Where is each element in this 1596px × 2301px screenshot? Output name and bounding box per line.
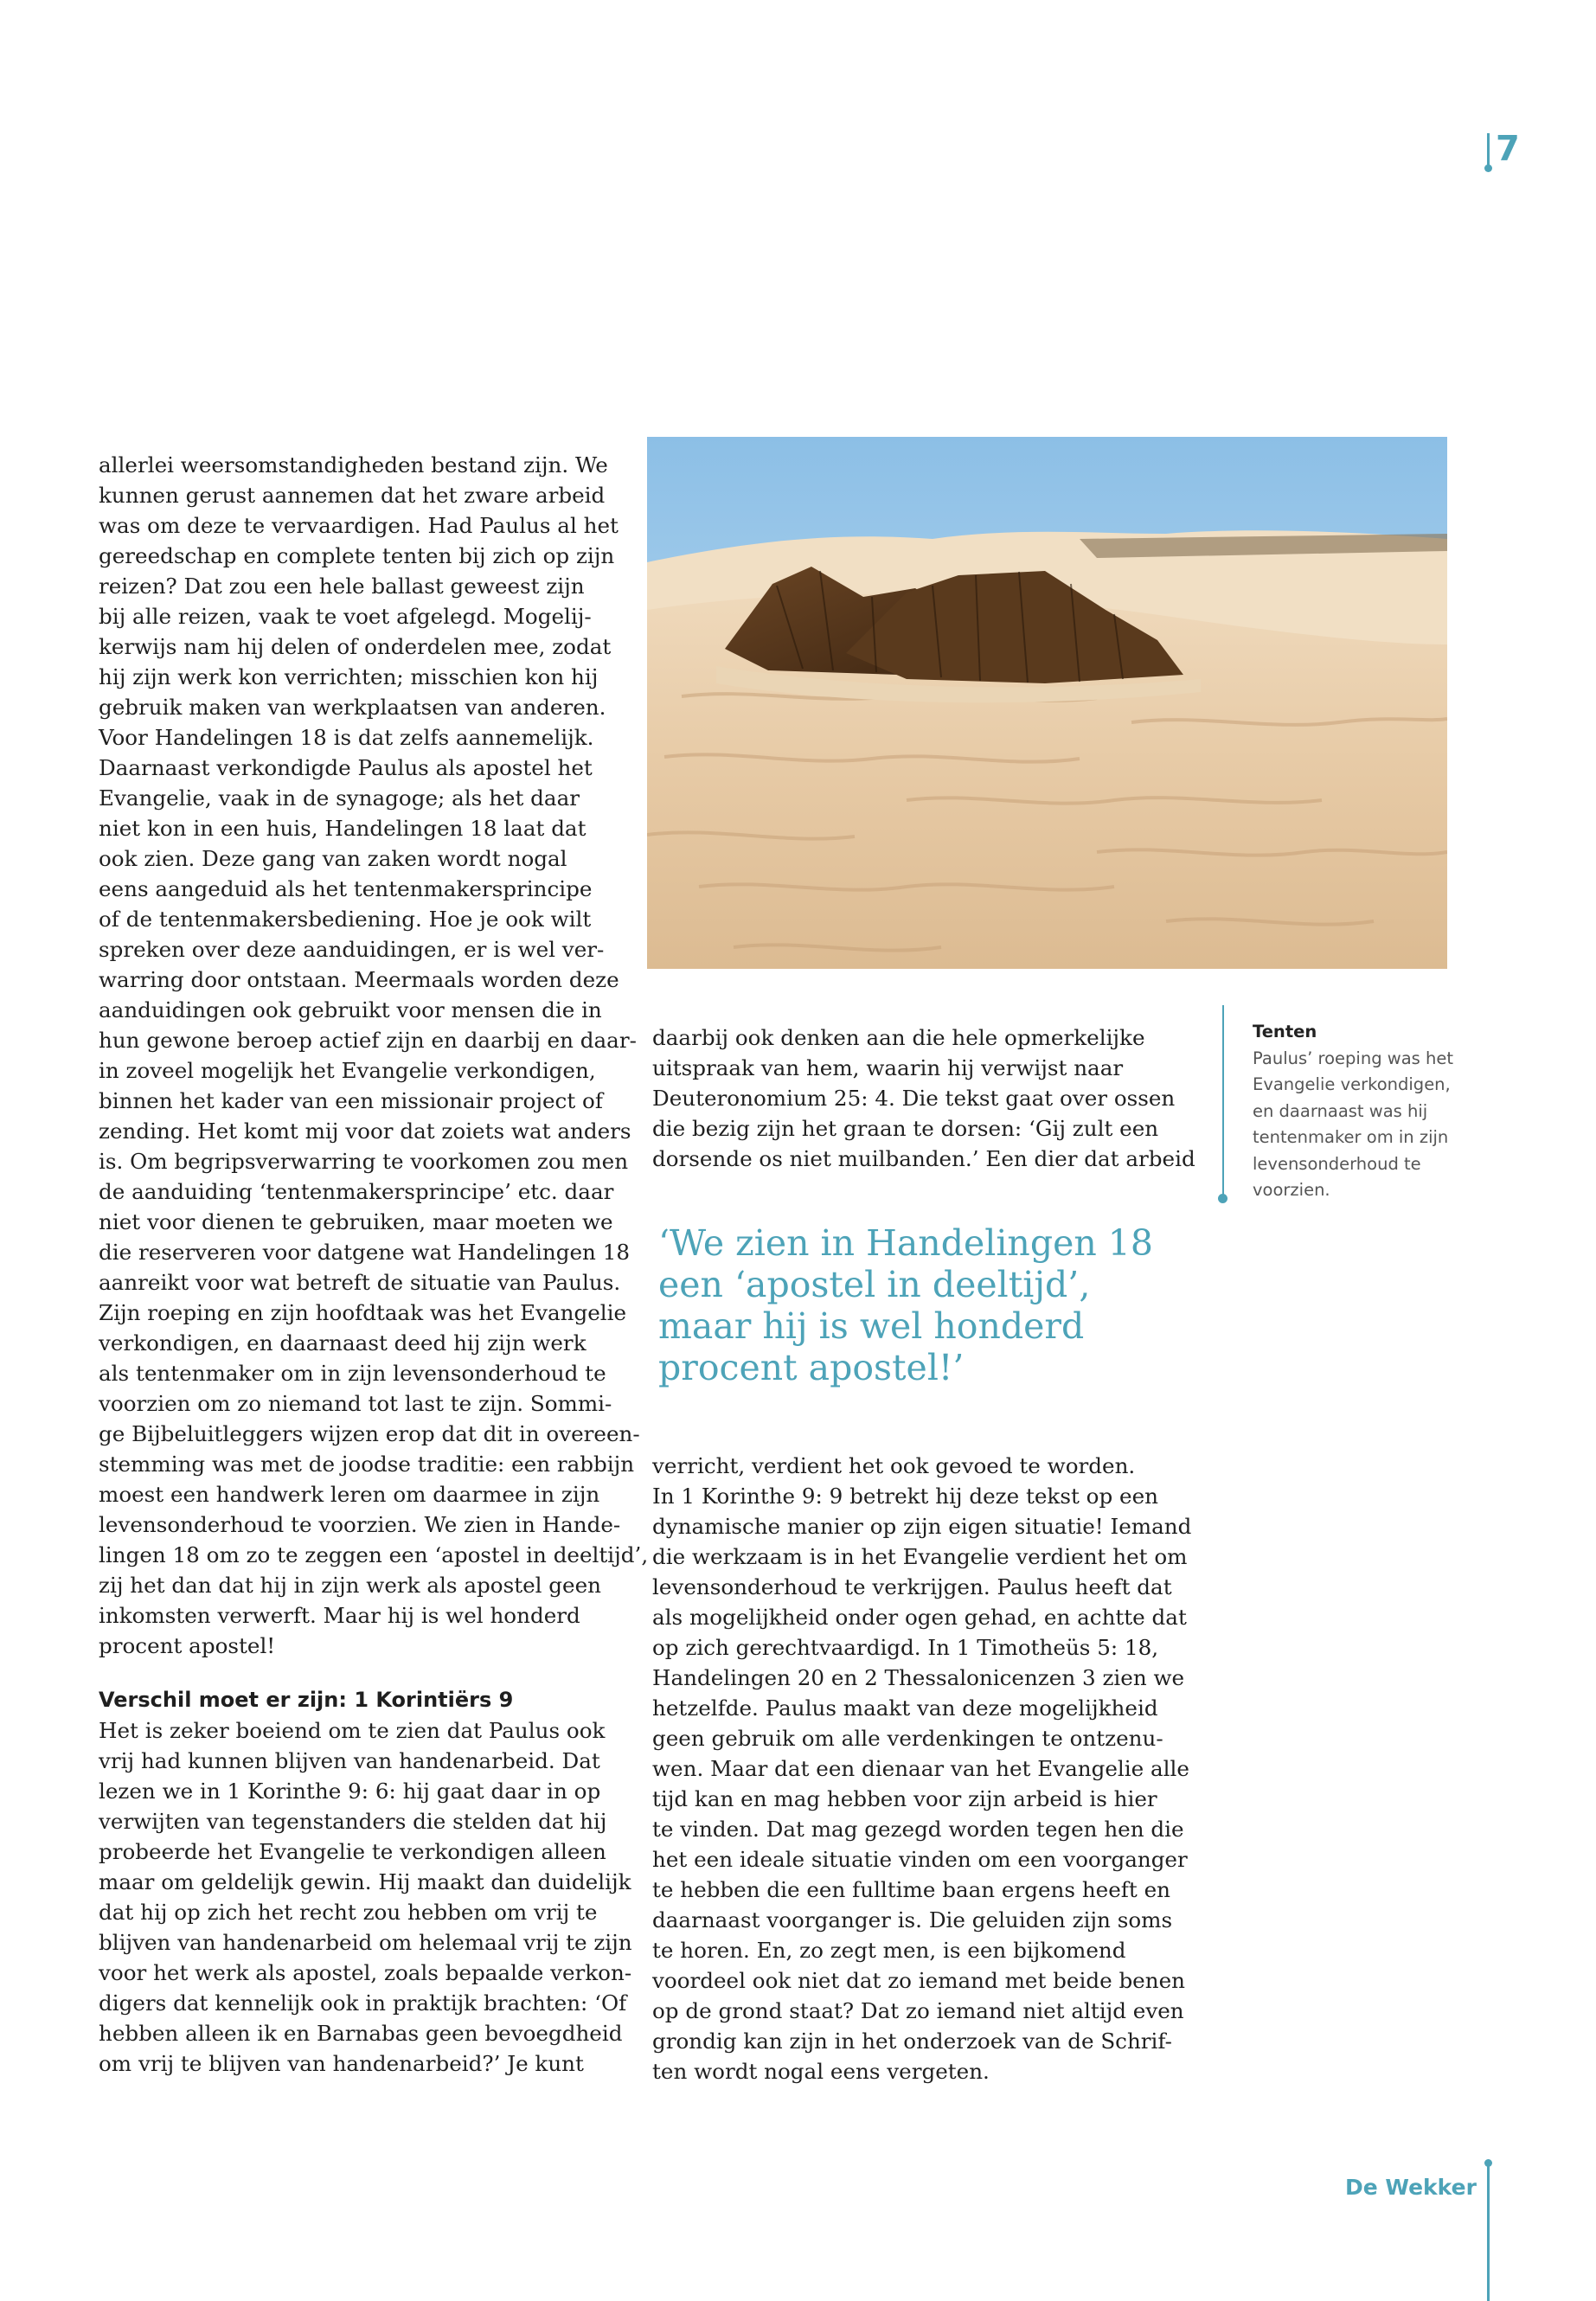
text-line: levensonderhoud te voorzien. We zien in Hande- xyxy=(99,1512,621,1537)
text-line: op zich gerechtvaardigd. In 1 Timotheüs 5: 18, xyxy=(652,1635,1159,1660)
page-number-rule xyxy=(1487,133,1490,168)
text-line: gereedschap en complete tenten bij zich op zijn xyxy=(99,543,615,568)
caption-line: en daarnaast was hij xyxy=(1253,1100,1428,1121)
text-line: reizen? Dat zou een hele ballast geweest zijn xyxy=(99,574,585,599)
text-line: moest een handwerk leren om daarmee in zijn xyxy=(99,1482,600,1507)
text-line: dat hij op zich het recht zou hebben om vrij te xyxy=(99,1900,598,1925)
text-line: dynamische manier op zijn eigen situatie! Iemand xyxy=(652,1514,1192,1539)
text-line: Daarnaast verkondigde Paulus als apostel het xyxy=(99,755,593,780)
text-line: die werkzaam is in het Evangelie verdient het om xyxy=(652,1544,1188,1569)
text-line: voorzien om zo niemand tot last te zijn. Sommi- xyxy=(99,1391,612,1416)
text-line: die bezig zijn het graan te dorsen: ‘Gij zult een xyxy=(652,1116,1159,1141)
text-line: allerlei weersomstandigheden bestand zijn. We xyxy=(99,452,608,478)
text-line: Handelingen 20 en 2 Thessalonicenzen 3 zien we xyxy=(652,1665,1185,1690)
quote-line: maar hij is wel honderd xyxy=(658,1305,1085,1347)
text-line: te vinden. Dat mag gezegd worden tegen hen die xyxy=(652,1817,1184,1842)
text-line: vrij had kunnen blijven van handenarbeid. Dat xyxy=(99,1748,600,1773)
caption-line: voorzien. xyxy=(1253,1180,1330,1200)
text-line: om vrij te blijven van handenarbeid?’ Je kunt xyxy=(99,2051,584,2076)
caption-title: Tenten xyxy=(1253,1022,1317,1042)
text-line: verkondigen, en daarnaast deed hij zijn werk xyxy=(99,1330,586,1356)
brand-rule xyxy=(1487,2163,1490,2301)
text-line: die reserveren voor datgene wat Handelingen 18 xyxy=(99,1240,631,1265)
text-line: digers dat kennelijk ook in praktijk brachten: ‘Of xyxy=(99,1990,627,2016)
left-column xyxy=(99,450,649,2079)
text-line: warring door ontstaan. Meermaals worden deze xyxy=(99,967,619,992)
text-line: voordeel ook niet dat zo iemand met beide benen xyxy=(652,1968,1185,1993)
text-line: daarnaast voorganger is. Die geluiden zijn soms xyxy=(652,1907,1173,1932)
desert-tents-photo xyxy=(647,437,1447,969)
text-line: is. Om begripsverwarring te voorkomen zou men xyxy=(99,1149,629,1174)
caption-line: Paulus’ roeping was het xyxy=(1253,1048,1454,1068)
photo-caption xyxy=(1253,1019,1503,1204)
quote-line: procent apostel!’ xyxy=(658,1347,965,1388)
text-line: uitspraak van hem, waarin hij verwijst naar xyxy=(652,1055,1124,1080)
text-line: Voor Handelingen 18 is dat zelfs aannemelijk. xyxy=(99,725,594,750)
text-line: inkomsten verwerft. Maar hij is wel honderd xyxy=(99,1603,580,1628)
text-line: hebben alleen ik en Barnabas geen bevoegdheid xyxy=(99,2021,623,2046)
middle-column-bottom xyxy=(652,1451,1192,2086)
middle-column-top xyxy=(652,1022,1195,1174)
text-line: op de grond staat? Dat zo iemand niet altijd even xyxy=(652,1998,1184,2023)
text-line: Het is zeker boeiend om te zien dat Paulus ook xyxy=(99,1718,606,1743)
text-line: levensonderhoud te verkrijgen. Paulus heeft dat xyxy=(652,1574,1172,1599)
text-line: lingen 18 om zo te zeggen een ‘apostel in deeltijd’, xyxy=(99,1542,649,1567)
quote-line: ‘We zien in Handelingen 18 xyxy=(658,1222,1153,1264)
text-line: hetzelfde. Paulus maakt van deze mogelijkheid xyxy=(652,1695,1158,1721)
text-line: Deuteronomium 25: 4. Die tekst gaat over ossen xyxy=(652,1086,1176,1111)
text-line: voor het werk als apostel, zoals bepaalde verkon- xyxy=(99,1960,632,1985)
text-line: was om deze te vervaardigen. Had Paulus al het xyxy=(99,513,619,538)
text-line: in zoveel mogelijk het Evangelie verkondigen, xyxy=(99,1058,596,1083)
text-line: te horen. En, zo zegt men, is een bijkomend xyxy=(652,1938,1126,1963)
middle-paragraph-bottom xyxy=(652,1451,1192,2086)
text-line: lezen we in 1 Korinthe 9: 6: hij gaat daar in op xyxy=(99,1779,601,1804)
text-line: verwijten van tegenstanders die stelden dat hij xyxy=(99,1809,607,1834)
text-line: wen. Maar dat een dienaar van het Evangelie alle xyxy=(652,1756,1189,1781)
left-paragraph-2 xyxy=(99,1715,632,2079)
page-number-dot xyxy=(1484,164,1492,172)
text-line: Zijn roeping en zijn hoofdtaak was het Evangelie xyxy=(99,1300,627,1325)
caption-line: tentenmaker om in zijn xyxy=(1253,1127,1449,1147)
pull-quote xyxy=(658,1222,1195,1388)
quote-line: een ‘apostel in deeltijd’, xyxy=(658,1264,1091,1305)
middle-paragraph-top xyxy=(652,1022,1195,1174)
caption-text xyxy=(1253,1046,1503,1204)
text-line: probeerde het Evangelie te verkondigen alleen xyxy=(99,1839,606,1864)
text-line: geen gebruik om alle verdenkingen te ontzenu- xyxy=(652,1726,1163,1751)
caption-dot xyxy=(1218,1194,1227,1203)
caption-line: Evangelie verkondigen, xyxy=(1253,1074,1451,1094)
text-line: als mogelijkheid onder ogen gehad, en achtte dat xyxy=(652,1605,1187,1630)
text-line: Evangelie, vaak in de synagoge; als het daar xyxy=(99,785,580,811)
text-line: niet kon in een huis, Handelingen 18 laat dat xyxy=(99,816,586,841)
text-line: grondig kan zijn in het onderzoek van de Schrif- xyxy=(652,2029,1172,2054)
text-line: ge Bijbeluitleggers wijzen erop dat dit in overeen- xyxy=(99,1421,640,1446)
text-line: hij zijn werk kon verrichten; misschien kon hij xyxy=(99,664,599,689)
text-line: zij het dan dat hij in zijn werk als apostel geen xyxy=(99,1573,602,1598)
caption-line: levensonderhoud te xyxy=(1253,1153,1421,1174)
text-line: stemming was met de joodse traditie: een rabbijn xyxy=(99,1452,635,1477)
text-line: kunnen gerust aannemen dat het zware arbeid xyxy=(99,483,606,508)
text-line: gebruik maken van werkplaatsen van anderen. xyxy=(99,695,606,720)
text-line: dorsende os niet muilbanden.’ Een dier dat arbeid xyxy=(652,1146,1195,1171)
magazine-brand: De Wekker xyxy=(1345,2175,1477,2200)
text-line: tijd kan en mag hebben voor zijn arbeid is hier xyxy=(652,1786,1157,1811)
text-line: zending. Het komt mij voor dat zoiets wat anders xyxy=(99,1118,631,1144)
text-line: bij alle reizen, vaak te voet afgelegd. Mogelij- xyxy=(99,604,592,629)
text-line: de aanduiding ‘tentenmakersprincipe’ etc. daar xyxy=(99,1179,614,1204)
text-line: spreken over deze aanduidingen, er is wel ver- xyxy=(99,937,605,962)
text-line: hun gewone beroep actief zijn en daarbij en daar- xyxy=(99,1028,637,1053)
text-line: het een ideale situatie vinden om een voorganger xyxy=(652,1847,1188,1872)
text-line: binnen het kader van een missionair project of xyxy=(99,1088,603,1113)
text-line: aanduidingen ook gebruikt voor mensen die in xyxy=(99,997,602,1022)
text-line: niet voor dienen te gebruiken, maar moeten we xyxy=(99,1209,613,1234)
text-line: ten wordt nogal eens vergeten. xyxy=(652,2059,990,2084)
text-line: verricht, verdient het ook gevoed te worden. xyxy=(652,1453,1136,1478)
text-line: In 1 Korinthe 9: 9 betrekt hij deze tekst op een xyxy=(652,1484,1158,1509)
text-line: kerwijs nam hij delen of onderdelen mee, zodat xyxy=(99,634,612,659)
text-line: ook zien. Deze gang van zaken wordt nogal xyxy=(99,846,567,871)
text-line: daarbij ook denken aan die hele opmerkelijke xyxy=(652,1025,1145,1050)
text-line: eens aangeduid als het tentenmakersprincipe xyxy=(99,876,593,901)
text-line: als tentenmaker om in zijn levensonderhoud te xyxy=(99,1361,606,1386)
text-line: of de tentenmakersbediening. Hoe je ook wilt xyxy=(99,907,592,932)
caption-rule xyxy=(1222,1005,1224,1198)
text-line: maar om geldelijk gewin. Hij maakt dan duidelijk xyxy=(99,1869,631,1894)
left-paragraph-1 xyxy=(99,450,649,1661)
text-line: procent apostel! xyxy=(99,1633,276,1658)
section-subheading: Verschil moet er zijn: 1 Korintiërs 9 xyxy=(99,1688,514,1712)
text-line: aanreikt voor wat betreft de situatie van Paulus. xyxy=(99,1270,621,1295)
text-line: te hebben die een fulltime baan ergens heeft en xyxy=(652,1877,1170,1902)
text-line: blijven van handenarbeid om helemaal vrij te zijn xyxy=(99,1930,632,1955)
page-number: 7 xyxy=(1496,129,1520,169)
